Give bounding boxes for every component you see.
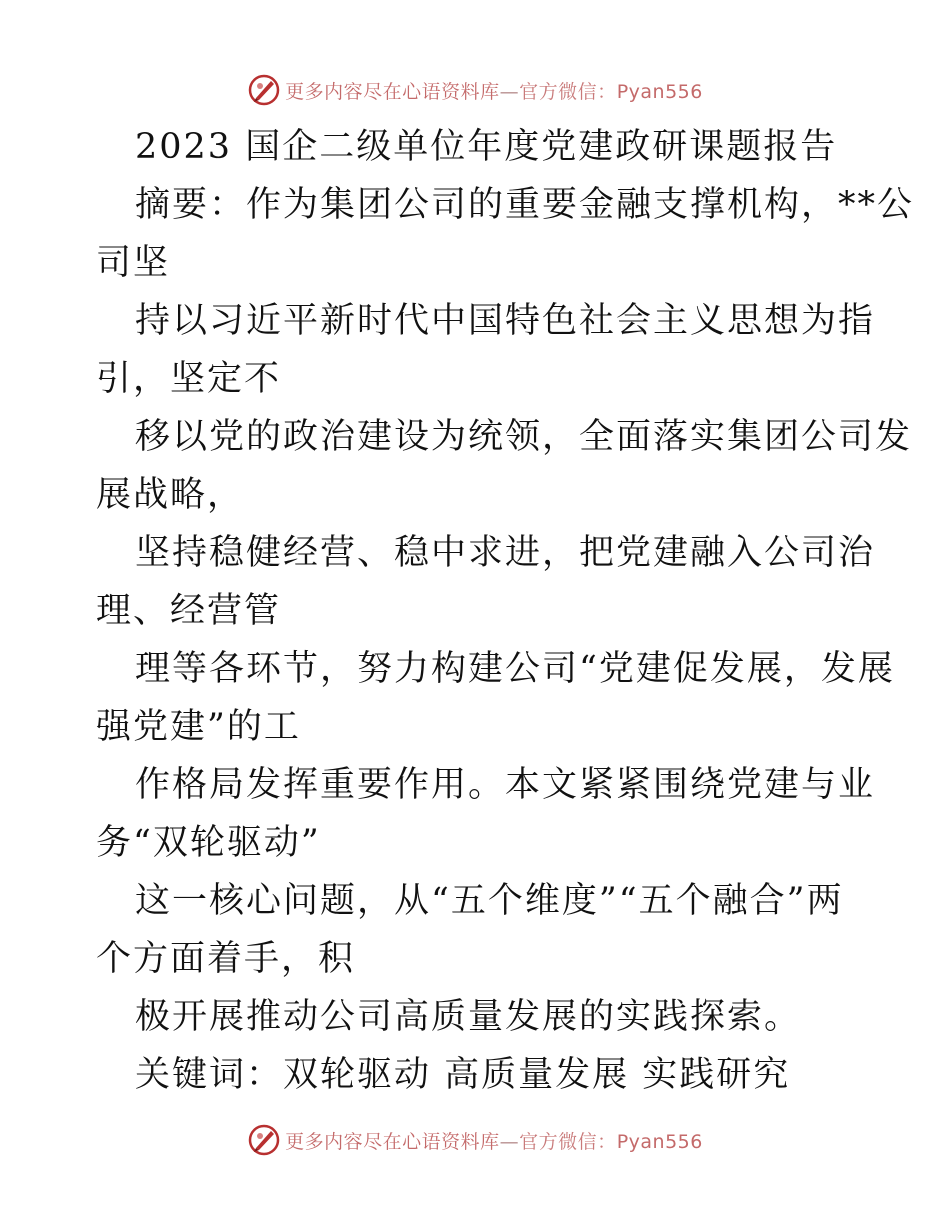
abstract-line: 极开展推动公司高质量发展的实践探索。 xyxy=(135,997,802,1037)
abstract-line: 理、经营管 xyxy=(96,591,282,631)
pen-logo-icon xyxy=(247,1123,281,1157)
pen-logo-icon xyxy=(247,73,281,107)
document-body xyxy=(96,118,915,1104)
abstract-line: 摘要：作为集团公司的重要金融支撑机构，**公 xyxy=(135,185,915,225)
keywords-line: 关键词：双轮驱动 高质量发展 实践研究 xyxy=(135,1055,791,1095)
watermark-text: 更多内容尽在心语资料库—官方微信：Pyan556 xyxy=(285,1130,703,1153)
abstract-line: 强党建”的工 xyxy=(96,707,301,747)
abstract-line: 引，坚定不 xyxy=(96,359,282,399)
watermark-text: 更多内容尽在心语资料库—官方微信：Pyan556 xyxy=(285,80,703,103)
report-title: 2023 国企二级单位年度党建政研课题报告 xyxy=(135,127,838,167)
abstract-line: 理等各环节，努力构建公司“党建促发展，发展 xyxy=(135,649,895,689)
abstract-line: 务“双轮驱动” xyxy=(96,823,321,863)
abstract-line: 司坚 xyxy=(96,243,171,283)
abstract-line: 移以党的政治建设为统领，全面落实集团公司发 xyxy=(135,417,913,457)
abstract-line: 作格局发挥重要作用。本文紧紧围绕党建与业 xyxy=(135,765,876,805)
footer-watermark xyxy=(0,1120,950,1160)
abstract-line: 这一核心问题，从“五个维度”“五个融合”两 xyxy=(135,881,844,921)
abstract-line: 坚持稳健经营、稳中求进，把党建融入公司治 xyxy=(135,533,876,573)
abstract-line: 持以习近平新时代中国特色社会主义思想为指 xyxy=(135,301,876,341)
abstract-line: 展战略， xyxy=(96,475,245,515)
abstract-line: 个方面着手，积 xyxy=(96,939,356,979)
header-watermark xyxy=(0,70,950,110)
